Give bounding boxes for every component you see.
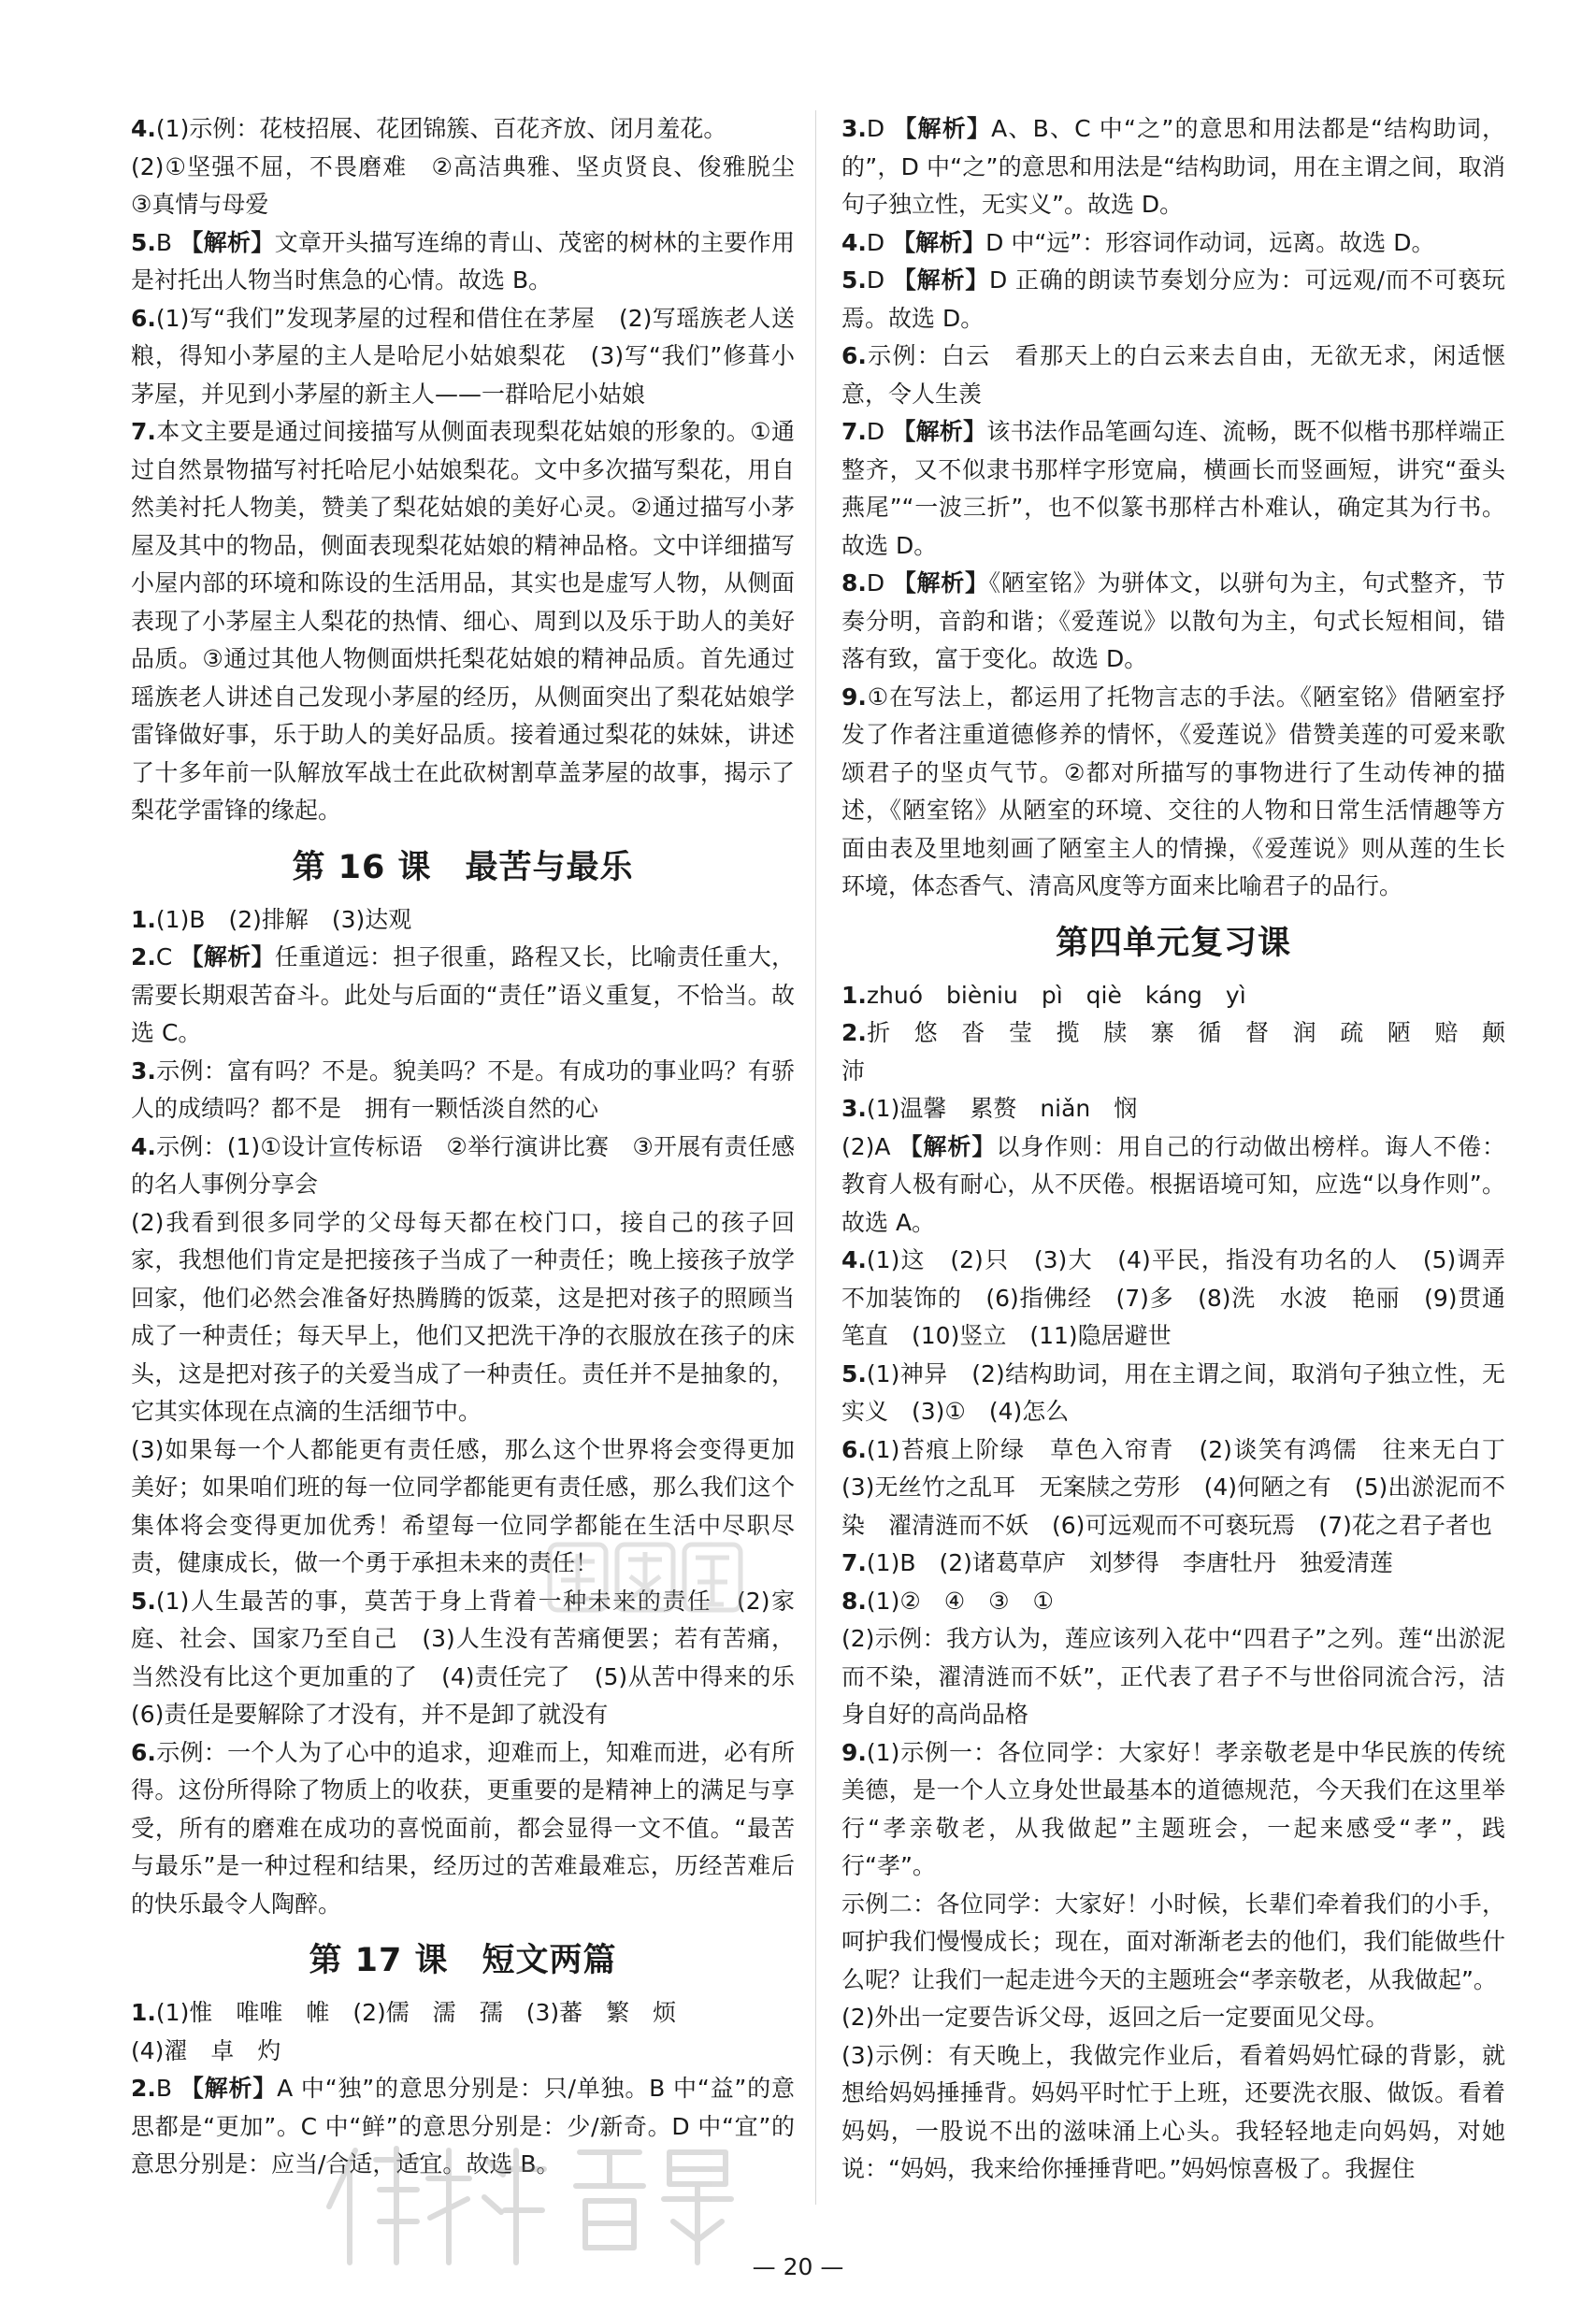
question-number: 5. (841, 266, 867, 294)
analysis-tag: 【解析】 (180, 943, 275, 970)
answer-item (841, 224, 1505, 263)
question-number: 7. (841, 1549, 867, 1576)
answer-text: (1)写“我们”发现茅屋的过程和借住在茅屋 (2)写瑶族老人送粮，得知小茅屋的主人是哈尼小姑娘梨花 (3)写“我们”修葺小茅屋，并见到小茅屋的新主人——一群哈尼小姑娘 (131, 304, 795, 408)
answer-item (841, 1242, 1530, 1356)
answer-text: 示例：白云 看那天上的白云来去自由，无欲无求，闲适惬意，令人生羡 (841, 342, 1505, 408)
analysis-text: D 中“远”：形容词作动词，远离。故选 D。 (985, 228, 1435, 256)
answer-item (131, 300, 795, 414)
answer-text: (2)①坚强不屈，不畏磨难 ②高洁典雅、坚贞贤良、俊雅脱尘 ③真情与母爱 (131, 152, 819, 218)
answer-item (131, 2070, 795, 2184)
answer-text: (1)② ④ ③ ① (866, 1587, 1054, 1615)
answer-text: D (866, 115, 885, 142)
answer-item (131, 1053, 795, 1128)
answer-item (131, 224, 795, 300)
answer-text: (2)示例：我方认为，莲应该列入花中“四君子”之列。莲“出淤泥而不染，濯清涟而不妖”，正代表了君子不与世俗同流合污，洁身自好的高尚品格 (841, 1625, 1505, 1728)
analysis-text: 任重道远：担子很重，路程又长，比喻责任重大，需要长期艰苦奋斗。此处与后面的“责任”语义重复，不恰当。故选 C。 (131, 943, 795, 1046)
answer-item (841, 1128, 1505, 1243)
page-number: — 20 — (752, 2253, 844, 2280)
answer-text: (2)A (841, 1132, 891, 1160)
answer-item (841, 977, 1505, 1015)
question-number: 2. (131, 2075, 156, 2102)
left-column (131, 110, 819, 2184)
analysis-tag: 【解析】 (180, 2075, 278, 2102)
answer-text: ①在写法上，都运用了托物言志的手法。《陋室铭》借陋室抒发了作者注重道德修养的情怀，《爱莲说》借赞美莲的可爱来歌颂君子的坚贞气节。②都对所描写的事物进行了生动传神的描述，《陋室铭》从陋室的环境、交往的人物和日常生活情趣等方面由表及里地刻画了陋室主人的情操，《爱莲说》则从莲的生长环境，体态香气、清高风度等方面来比喻君子的品行。 (841, 683, 1505, 899)
answer-text: (1)这 (2)只 (3)大 (4)平民，指没有功名的人 (5)调弄 不加装饰的 (6)指佛经 (7)多 (8)洗 水波 艳丽 (9)贯通 笔直 (10)竖立 (11)隐居避世 (841, 1246, 1530, 1349)
answer-text: D (866, 266, 885, 294)
question-number: 1. (131, 905, 156, 933)
answer-text: B (155, 228, 173, 256)
answer-item (841, 110, 1505, 224)
analysis-tag: 【解析】 (892, 418, 987, 445)
answer-text: (2)我看到很多同学的父母每天都在校门口，接自己的孩子回家，我想他们肯定是把接孩子当成了一种责任；晚上接孩子放学回家，他们必然会准备好热腾腾的饭菜，这是把对孩子的照顾当成了一种责任；每天早上，他们又把洗干净的衣服放在孩子的床头，这是把对孩子的关爱当成了一种责任。责任并不是抽象的，它其实体现在点滴的生活细节中。 (131, 1208, 795, 1425)
answer-item (841, 1090, 1505, 1128)
question-number: 4. (131, 1132, 156, 1160)
answer-item (841, 1620, 1505, 1734)
answer-item (841, 1886, 1505, 2000)
answer-text: 本文主要是通过间接描写从侧面表现梨花姑娘的形象的。①通过自然景物描写衬托哈尼小姑娘梨花。文中多次描写梨花，用自然美衬托人物美，赞美了梨花姑娘的美好心灵。②通过描写小茅屋及其中的物品，侧面表现梨花姑娘的精神品格。文中详细描写小屋内部的环境和陈设的生活用品，其实也是虚写人物，从侧面表现了小茅屋主人梨花的热情、细心、周到以及乐于助人的美好品质。③通过其他人物侧面烘托梨花姑娘的精神品质。首先通过瑶族老人讲述自己发现小茅屋的经历，从侧面突出了梨花姑娘学雷锋做好事，乐于助人的美好品质。接着通过梨花的妹妹，讲述了十多年前一队解放军战士在此砍树割草盖茅屋的故事，揭示了梨花学雷锋的缘起。 (131, 418, 795, 824)
answer-text: (1)苔痕上阶绿 草色入帘青 (2)谈笑有鸿儒 往来无白丁 (3)无丝竹之乱耳 无案牍之劳形 (4)何陋之有 (5)出淤泥而不染 濯清涟而不妖 (6)可远观而不可亵玩焉 (7)花之君子者也 (841, 1435, 1530, 1539)
answer-item (841, 1356, 1505, 1431)
answer-item (841, 1431, 1530, 1545)
question-number: 1. (841, 981, 867, 1009)
question-number: 6. (131, 1738, 156, 1766)
analysis-text: 文章开头描写连绵的青山、茂密的树林的主要作用是衬托出人物当时焦急的心情。故选 B。 (131, 228, 795, 294)
answer-item (841, 565, 1505, 679)
answer-item (841, 1583, 1505, 1621)
question-number: 8. (841, 1587, 867, 1615)
question-number: 2. (841, 1019, 867, 1046)
answer-text: 示例：(1)①设计宣传标语 ②举行演讲比赛 ③开展有责任感的名人事例分享会 (131, 1132, 795, 1198)
answer-text: (1)神异 (2)结构助词，用在主谓之间，取消句子独立性，无实义 (3)① (4)怎么 (841, 1359, 1505, 1425)
answer-text: 示例：一个人为了心中的追求，迎难而上，知难而进，必有所得。这份所得除了物质上的收获，更重要的是精神上的满足与享受，所有的磨难在成功的喜悦面前，都会显得一文不值。“最苦与最乐”是一种过程和结果，经历过的苦难最难忘，历经苦难后的快乐最令人陶醉。 (131, 1738, 795, 1918)
answer-item (131, 2033, 795, 2071)
question-number: 2. (131, 943, 156, 970)
analysis-tag: 【解析】 (892, 569, 989, 597)
question-number: 5. (841, 1359, 867, 1387)
analysis-text: 该书法作品笔画勾连、流畅，既不似楷书那样端正整齐，又不似隶书那样字形宽扁，横画长而竖画短，讲究“蚕头燕尾”“一波三折”，也不似篆书那样古朴难认，确定其为行书。故选 D。 (841, 418, 1505, 559)
answer-text: D (866, 418, 885, 445)
question-number: 3. (131, 1057, 156, 1085)
answer-text: (3)示例：有天晚上，我做完作业后，看着妈妈忙碌的背影，就想给妈妈捶捶背。妈妈平时忙于上班，还要洗衣服、做饭。看着妈妈，一股说不出的滋味涌上心头。我轻轻地走向妈妈，对她说：“妈妈，我来给你捶捶背吧。”妈妈惊喜极了。我握住 (841, 2041, 1505, 2182)
question-number: 4. (131, 115, 156, 142)
answer-text: 示例二：各位同学：大家好！小时候，长辈们牵着我们的小手，呵护我们慢慢成长；现在，面对渐渐老去的他们，我们能做些什么呢？让我们一起走进今天的主题班会“孝亲敬老，从我做起”。 (841, 1890, 1505, 1993)
question-number: 4. (841, 228, 867, 256)
answer-text: (1)人生最苦的事，莫苦于身上背着一种未来的责任 (2)家庭、社会、国家乃至自己 (3)人生没有苦痛便罢；若有苦痛，当然没有比这个更加重的了 (4)责任完了 (5)从苦中得来的乐 (6)责任是要解除了才没有，并不是卸了就没有 (131, 1587, 819, 1728)
question-number: 7. (841, 418, 867, 445)
answer-item (131, 1583, 819, 1734)
question-number: 9. (841, 683, 867, 711)
analysis-text: 《陋室铭》为骈体文，以骈句为主，句式整齐，节奏分明，音韵和谐；《爱莲说》以散句为主，句式长短相间，错落有致，富于变化。故选 D。 (841, 569, 1505, 672)
analysis-tag: 【解析】 (893, 115, 992, 142)
analysis-text: D 正确的朗读节奏划分应为：可远观/而不可亵玩焉。故选 D。 (841, 266, 1505, 332)
answer-item (841, 1734, 1505, 1886)
question-number: 9. (841, 1738, 867, 1766)
answer-text: (1)惟 唯唯 帷 (2)儒 濡 孺 (3)蕃 繁 烦 (155, 1999, 677, 2026)
answer-text: (1)示例一：各位同学：大家好！孝亲敬老是中华民族的传统美德，是一个人立身处世最基本的道德规范，今天我们在这里举行“孝亲敬老，从我做起”主题班会，一起来感受“孝”，践行“孝”。 (841, 1738, 1505, 1879)
analysis-tag: 【解析】 (892, 228, 986, 256)
analysis-tag: 【解析】 (899, 1132, 997, 1160)
answer-text: 折 悠 沓 莹 揽 牍 寨 循 督 润 疏 陋 赔 颠沛 (841, 1019, 1505, 1085)
answer-text: (1)B (2)排解 (3)达观 (155, 905, 412, 933)
analysis-text: A、B、C 中“之”的意思和用法都是“结构助词，的”，D 中“之”的意思和用法是“结构助词，用在主谓之间，取消句子独立性，无实义”。故选 D。 (841, 115, 1505, 218)
answer-item (841, 262, 1505, 338)
answer-text: (1)示例：花枝招展、花团锦簇、百花齐放、闭月羞花。 (155, 115, 727, 142)
answer-item (131, 1128, 795, 1204)
answer-text: 示例：富有吗？不是。貌美吗？不是。有成功的事业吗？有骄人的成绩吗？都不是 拥有一颗恬淡自然的心 (131, 1057, 795, 1122)
section-heading: 第 17 课 短文两篇 (309, 1942, 617, 1979)
analysis-tag: 【解析】 (892, 266, 990, 294)
answer-item (841, 1545, 1505, 1583)
question-number: 4. (841, 1246, 867, 1273)
answer-text: B (155, 2075, 173, 2102)
answer-item (841, 2037, 1505, 2189)
right-column (841, 110, 1530, 2189)
answer-text: zhuó bièniu pì qiè káng yì (866, 981, 1246, 1009)
analysis-text: A 中“独”的意思分别是：只/单独。B 中“益”的意思都是“更加”。C 中“鲜”的意思分别是：少/新奇。D 中“宜”的意思分别是：应当/合适，适宜。故选 B。 (131, 2075, 795, 2178)
question-number: 1. (131, 1999, 156, 2026)
answer-text: D (866, 228, 885, 256)
question-number: 5. (131, 228, 156, 256)
answer-item (841, 1014, 1505, 1090)
answer-item (131, 413, 795, 830)
answer-item (131, 1734, 795, 1924)
answer-item (841, 679, 1505, 906)
answer-text: (1)温馨 累赘 niǎn 悯 (866, 1095, 1138, 1122)
section-heading: 第四单元复习课 (1055, 924, 1291, 962)
answer-text: (2)外出一定要告诉父母，返回之后一定要面见父母。 (841, 2004, 1389, 2031)
question-number: 7. (131, 418, 156, 445)
question-number: 3. (841, 115, 867, 142)
question-number: 6. (131, 304, 156, 332)
answer-text: (1)B (2)诸葛草庐 刘梦得 李唐牡丹 独爱清莲 (866, 1549, 1393, 1576)
answer-item (841, 338, 1505, 413)
analysis-text: 以身作则：用自己的行动做出榜样。诲人不倦：教育人极有耐心，从不厌倦。根据语境可知，应选“以身作则”。故选 A。 (841, 1132, 1505, 1236)
answer-item (131, 939, 795, 1053)
answer-text: C (155, 943, 173, 970)
answer-item (131, 1204, 795, 1431)
answer-item (131, 149, 819, 224)
answer-text: (3)如果每一个人都能更有责任感，那么这个世界将会变得更加美好；如果咱们班的每一位同学都能更有责任感，那么我们这个集体将会变得更加优秀！希望每一位同学都能在生活中尽职尽责，健康成长，做一个勇于承担未来的责任！ (131, 1435, 795, 1576)
question-number: 6. (841, 1435, 867, 1463)
answer-text: (4)濯 卓 灼 (131, 2036, 281, 2064)
section-heading: 第 16 课 最苦与最乐 (292, 848, 634, 886)
question-number: 5. (131, 1587, 156, 1615)
answer-item (131, 110, 795, 149)
analysis-tag: 【解析】 (180, 228, 275, 256)
answer-text: D (866, 569, 885, 597)
answer-item (841, 413, 1505, 565)
answer-item (131, 1431, 795, 1583)
question-number: 6. (841, 342, 867, 369)
answer-item (131, 901, 795, 940)
answer-item (841, 1999, 1505, 2037)
answer-item (131, 1994, 795, 2033)
question-number: 3. (841, 1095, 867, 1122)
question-number: 8. (841, 569, 867, 597)
column-divider (815, 110, 816, 2205)
